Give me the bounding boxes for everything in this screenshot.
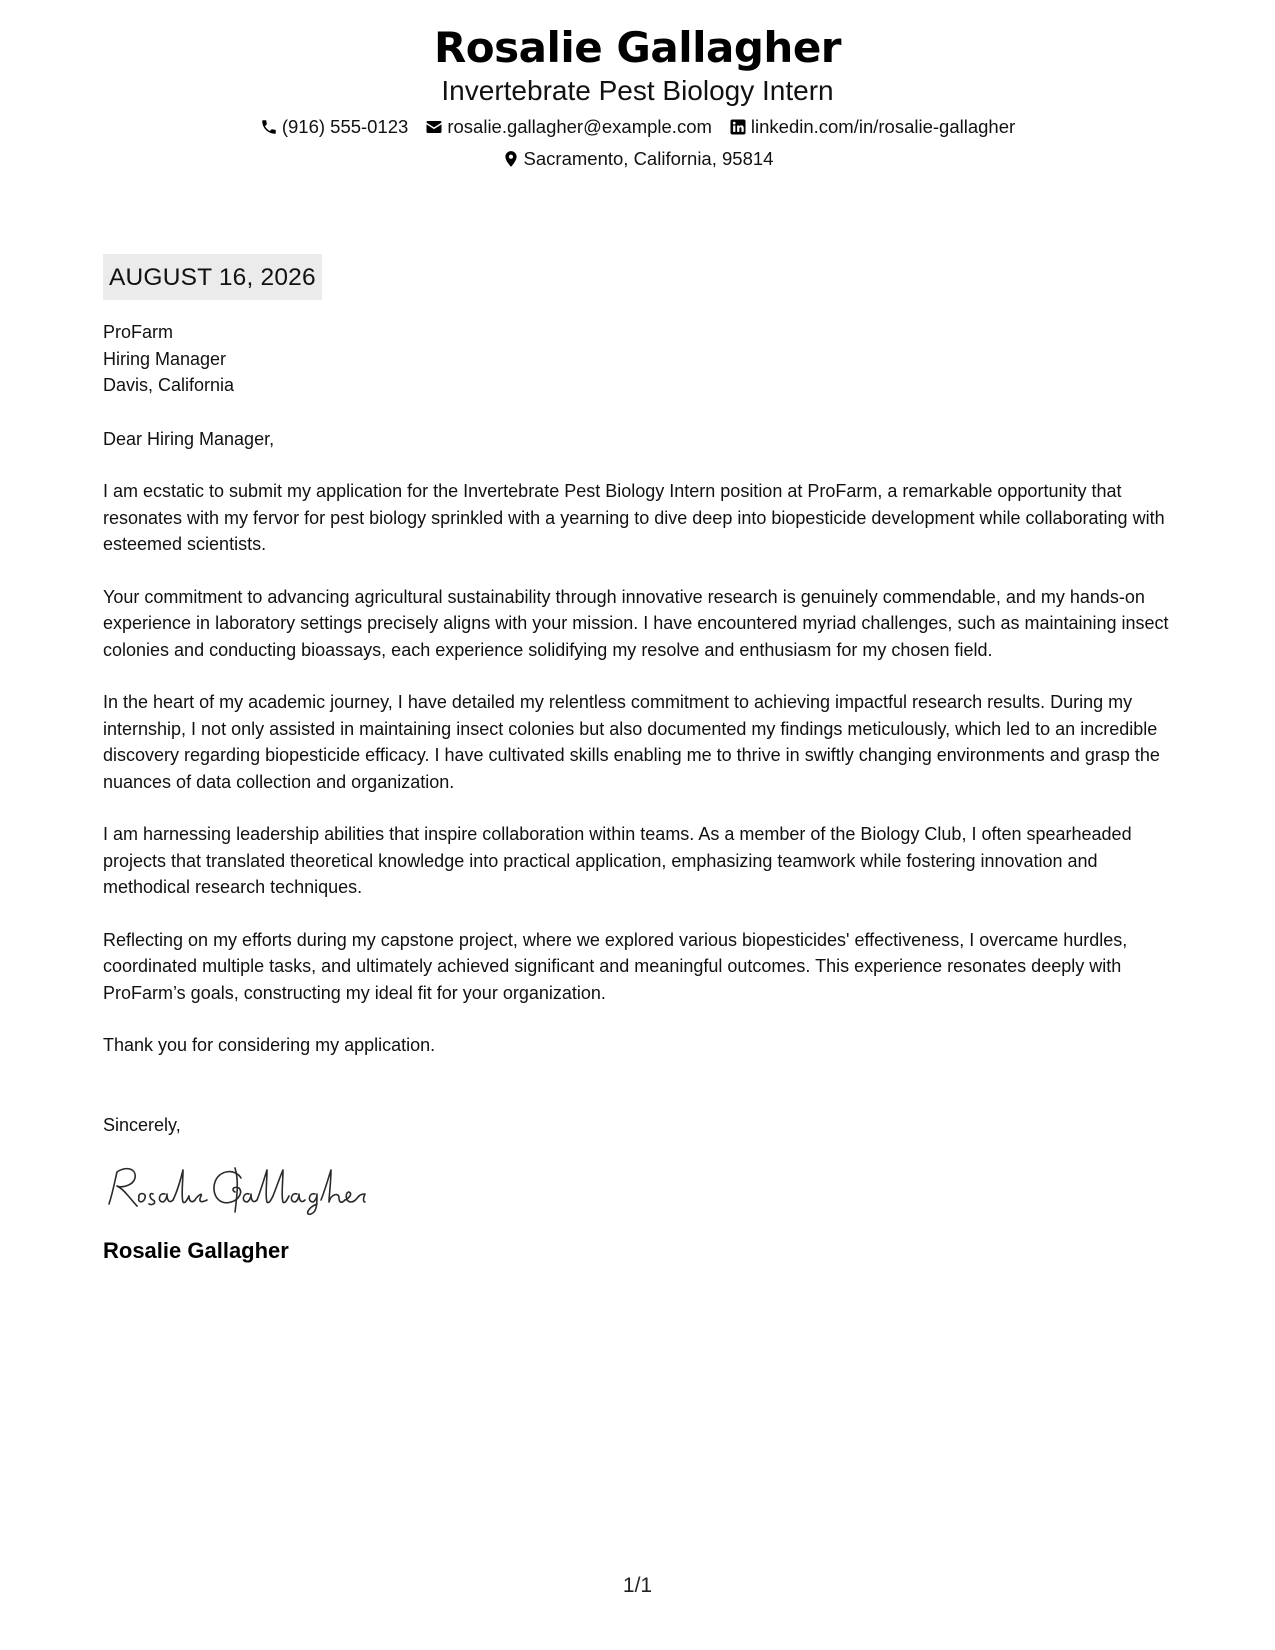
location-text: Sacramento, California, 95814 bbox=[523, 148, 774, 169]
contact-linkedin[interactable] bbox=[729, 112, 1015, 142]
location-row bbox=[0, 144, 1275, 174]
linkedin-icon bbox=[729, 118, 747, 136]
recipient-company: ProFarm bbox=[103, 322, 174, 342]
letter-date: AUGUST 16, 2026 bbox=[103, 254, 322, 300]
recipient-role: Hiring Manager bbox=[103, 348, 227, 369]
map-pin-icon bbox=[502, 150, 520, 168]
contact-location bbox=[502, 144, 774, 174]
contact-email[interactable] bbox=[425, 112, 712, 142]
phone-icon bbox=[260, 118, 278, 136]
handwritten-signature bbox=[103, 1160, 373, 1220]
recipient-block bbox=[103, 319, 1173, 399]
contact-phone bbox=[260, 112, 409, 142]
closing: Sincerely, bbox=[103, 1114, 181, 1135]
salutation: Dear Hiring Manager, bbox=[103, 428, 275, 449]
signer-name: Rosalie Gallagher bbox=[103, 1238, 289, 1263]
paragraph: Your commitment to advancing agricultural sustainability through innovative research is genuinely commendable, and my hands-on experience in laboratory settings precisely aligns with your mission. I have encountered myriad challenges, such as maintaining insect colonies and conducting bioassays, each experience solidifying my resolve and enthusiasm for my chosen field. bbox=[103, 586, 1169, 660]
paragraph: I am harnessing leadership abilities that inspire collaboration within teams. As a member of the Biology Club, I often spearheaded projects that translated theoretical knowledge into practical application, emphasizing teamwork while fostering innovation and methodical research techniques. bbox=[103, 824, 1132, 897]
paragraph: I am ecstatic to submit my application for the Invertebrate Pest Biology Intern position at ProFarm, a remarkable opportunity that resonates with my fervor for pest biology sprinkled with a yearning to dive deep into biopesticide development while collaborating with esteemed scientists. bbox=[103, 481, 1165, 554]
envelope-icon bbox=[425, 118, 443, 136]
applicant-name: Rosalie Gallagher bbox=[433, 23, 842, 72]
applicant-title: Invertebrate Pest Biology Intern bbox=[441, 75, 834, 106]
letter-header bbox=[0, 22, 1275, 174]
email-link[interactable]: rosalie.gallagher@example.com bbox=[447, 116, 712, 137]
page-number: 1/1 bbox=[622, 1574, 653, 1597]
recipient-location: Davis, California bbox=[103, 375, 235, 395]
paragraph: Thank you for considering my application. bbox=[103, 1035, 436, 1055]
paragraph: In the heart of my academic journey, I have detailed my relentless commitment to achieving impactful research results. During my internship, I not only assisted in maintaining insect colonies but also documented my findings meticulously, which led to an incredible discovery regarding biopesticide efficacy. I have cultivated skills enabling me to thrive in swiftly changing environments and grasp the nuances of data collection and organization. bbox=[103, 692, 1160, 792]
contact-row bbox=[0, 112, 1275, 142]
paragraph: Reflecting on my efforts during my capstone project, where we explored various biopesticides' effectiveness, I overcame hurdles, coordinated multiple tasks, and ultimately achieved significant and meaningful outcomes. This experience resonates deeply with ProFarm’s goals, constructing my ideal fit for your organization. bbox=[103, 929, 1128, 1003]
linkedin-link[interactable]: linkedin.com/in/rosalie-gallagher bbox=[750, 116, 1016, 137]
letter-body bbox=[103, 254, 1173, 1266]
phone-text: (916) 555-0123 bbox=[281, 116, 409, 137]
